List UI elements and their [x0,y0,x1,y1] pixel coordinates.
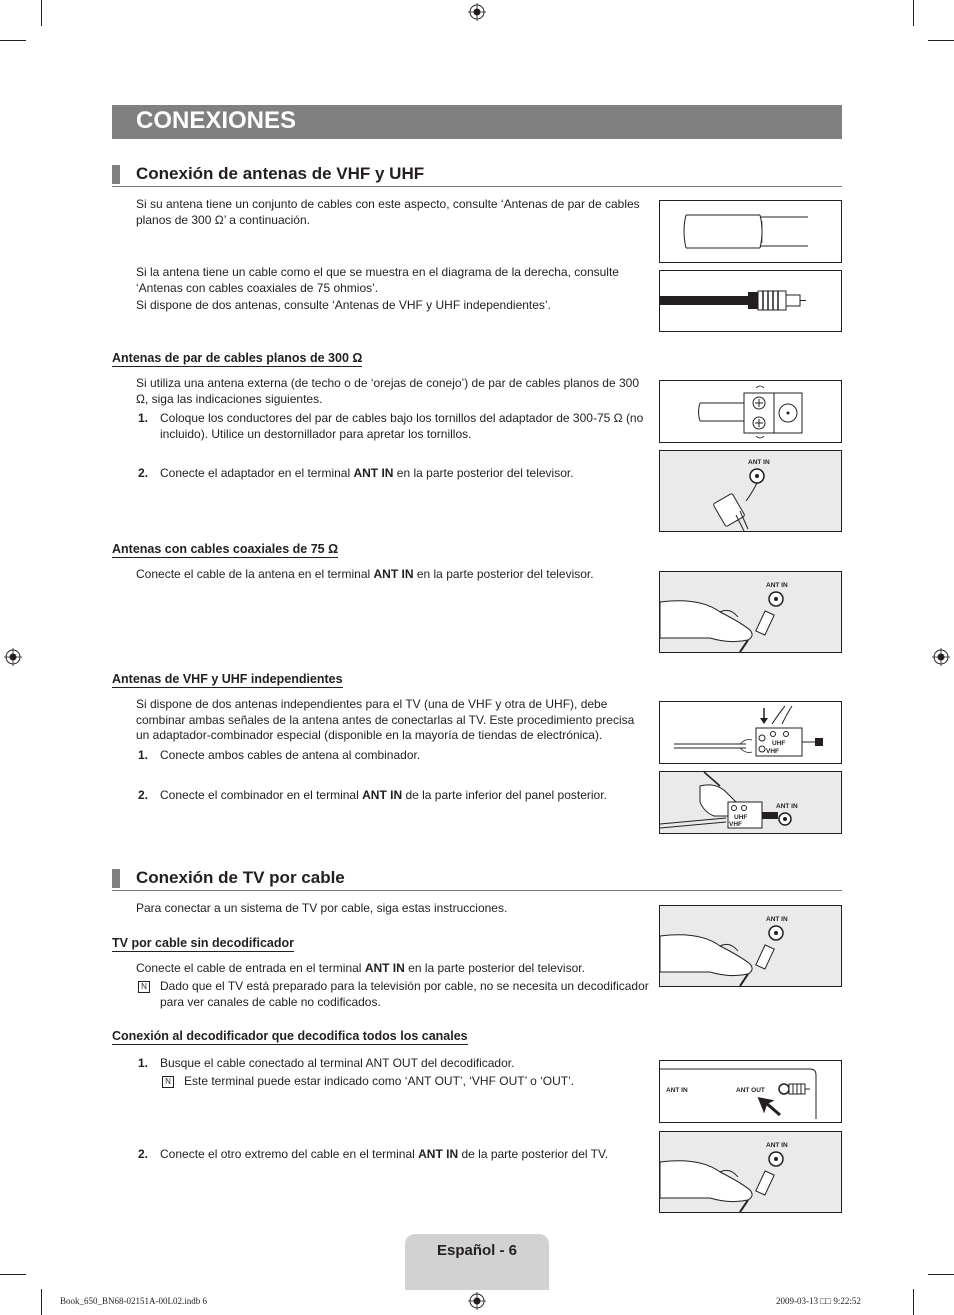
decoder-note [136,1074,650,1090]
subheading-decoder: Conexión al decodificador que decodifica todos los canales [112,1029,468,1043]
step-text: Busque el cable conectado al terminal ANT OUT del decodificador. [160,1056,515,1070]
intro-paragraph: Si dispone de dos antenas, consulte ‘Antenas de VHF y UHF independientes’. [136,298,551,312]
separate-step-1 [136,748,650,764]
figure-decoder-ant-out [659,1060,842,1123]
figure-coaxial-ant-in [659,571,842,653]
step-text: Conecte el adaptador en el terminal ANT IN en la parte posterior del televisor. [160,466,574,480]
step-number: 1. [138,1056,149,1070]
step-text: Coloque los conductores del par de cables bajo los tornillos del adaptador de 300-75 Ω (no incluido). Utilice un destornillador para apretar los tornillos. [160,411,644,441]
step-number: 2. [138,466,149,480]
ant-in-label: ANT IN [766,1142,788,1149]
crop-mark [41,0,42,26]
step-text: Conecte ambos cables de antena al combinador. [160,748,421,762]
separate-step-2 [136,788,650,804]
step-text: Conecte el otro extremo del cable en el terminal ANT IN de la parte posterior del TV. [160,1147,609,1161]
ant-in-label: ANT IN [766,582,788,589]
note-icon: N [138,981,150,993]
step-number: 2. [138,788,149,802]
intro-paragraph: Si la antena tiene un cable como el que se muestra en el diagrama de la derecha, consulte ‘Antenas con cables coaxiales de 75 ohmios’. [136,265,619,295]
figure-adapter-ant-in [659,450,842,532]
note-text: Dado que el TV está preparado para la televisión por cable, no se necesita un decodificador para ver canales de cable no codificados. [160,979,649,1009]
heading-bar [112,869,120,888]
registration-mark-icon [468,3,486,21]
subheading-flat-twin: Antenas de par de cables planos de 300 Ω [112,351,363,365]
crop-mark [41,1289,42,1315]
decoder-step-2 [136,1147,650,1163]
page-number-tab [405,1234,549,1290]
note-text: Este terminal puede estar indicado como ‘ANT OUT’, ‘VHF OUT’ o ‘OUT’. [184,1074,575,1088]
separate-intro: Si dispone de dos antenas independientes para el TV (una de VHF y otra de UHF), debe combinar ambas señales de la antena antes de conectarlas al TV. Este procedimiento precisa un adaptador-combinador especial (disponible en la mayoría de tiendas de electrónica). [136,697,635,742]
crop-mark [913,1289,914,1315]
subheading-separate-antennas: Antenas de VHF y UHF independientes [112,672,343,686]
flat-twin-step-1 [136,411,650,443]
figure-flat-twin-lead [659,200,842,263]
section-heading-text: Conexión de antenas de VHF y UHF [136,164,425,183]
subheading-coaxial: Antenas con cables coaxiales de 75 Ω [112,542,339,556]
page-title-bar [112,105,842,139]
flat-twin-intro: Si utiliza una antena externa (de techo o de ‘orejas de conejo’) de par de cables planos de 300 Ω, siga las indicaciones siguientes. [136,376,640,406]
registration-mark-icon [932,648,950,666]
no-decoder-note [136,979,650,1011]
figure-cable-ant-in [659,905,842,987]
figure-combiner [659,701,842,764]
figure-cable-ant-in-final [659,1131,842,1213]
section-heading-text: Conexión de TV por cable [136,868,345,887]
vhf-label: VHF [729,821,742,828]
ant-in-label: ANT IN [748,459,770,466]
page-number: Español - 6 [436,1242,518,1259]
heading-bar [112,165,120,184]
note-icon: N [162,1076,174,1088]
ant-in-label: ANT IN [776,803,798,810]
decoder-step-1 [136,1056,650,1072]
section-heading-cable-tv [112,868,842,891]
vhf-label: VHF [766,748,779,755]
crop-mark [928,1274,954,1275]
figure-combiner-ant-in [659,771,842,834]
step-number: 2. [138,1147,149,1161]
step-number: 1. [138,748,149,762]
coaxial-text: Conecte el cable de la antena en el terminal ANT IN en la parte posterior del televisor. [136,567,594,581]
print-slug-right: 2009-03-13 □□ 9:22:52 [776,1296,861,1306]
step-number: 1. [138,411,149,425]
intro-paragraph: Si su antena tiene un conjunto de cables con este aspecto, consulte ‘Antenas de par de cables planos de 300 Ω’ a continuación. [136,197,640,227]
uhf-label: UHF [772,740,786,747]
print-slug-left: Book_650_BN68-02151A-00L02.indb 6 [60,1296,207,1306]
ant-in-label: ANT IN [766,916,788,923]
figure-300-75-adapter [659,380,842,443]
registration-mark-icon [4,648,22,666]
step-text: Conecte el combinador en el terminal ANT IN de la parte inferior del panel posterior. [160,788,607,802]
crop-mark [928,40,954,41]
no-decoder-text: Conecte el cable de entrada en el terminal ANT IN en la parte posterior del televisor. [136,961,585,975]
subheading-no-decoder: TV por cable sin decodificador [112,936,294,950]
ant-out-label: ANT OUT [736,1087,765,1094]
ant-in-label: ANT IN [666,1087,688,1094]
section-heading-vhf-uhf [112,164,842,187]
page-title: CONEXIONES [136,107,297,134]
cable-intro: Para conectar a un sistema de TV por cable, siga estas instrucciones. [136,901,508,915]
registration-mark-icon [468,1292,486,1310]
figure-coaxial-cable [659,270,842,332]
crop-mark [0,40,26,41]
crop-mark [0,1274,26,1275]
crop-mark [913,0,914,26]
uhf-label: UHF [734,814,748,821]
flat-twin-step-2 [136,466,650,482]
